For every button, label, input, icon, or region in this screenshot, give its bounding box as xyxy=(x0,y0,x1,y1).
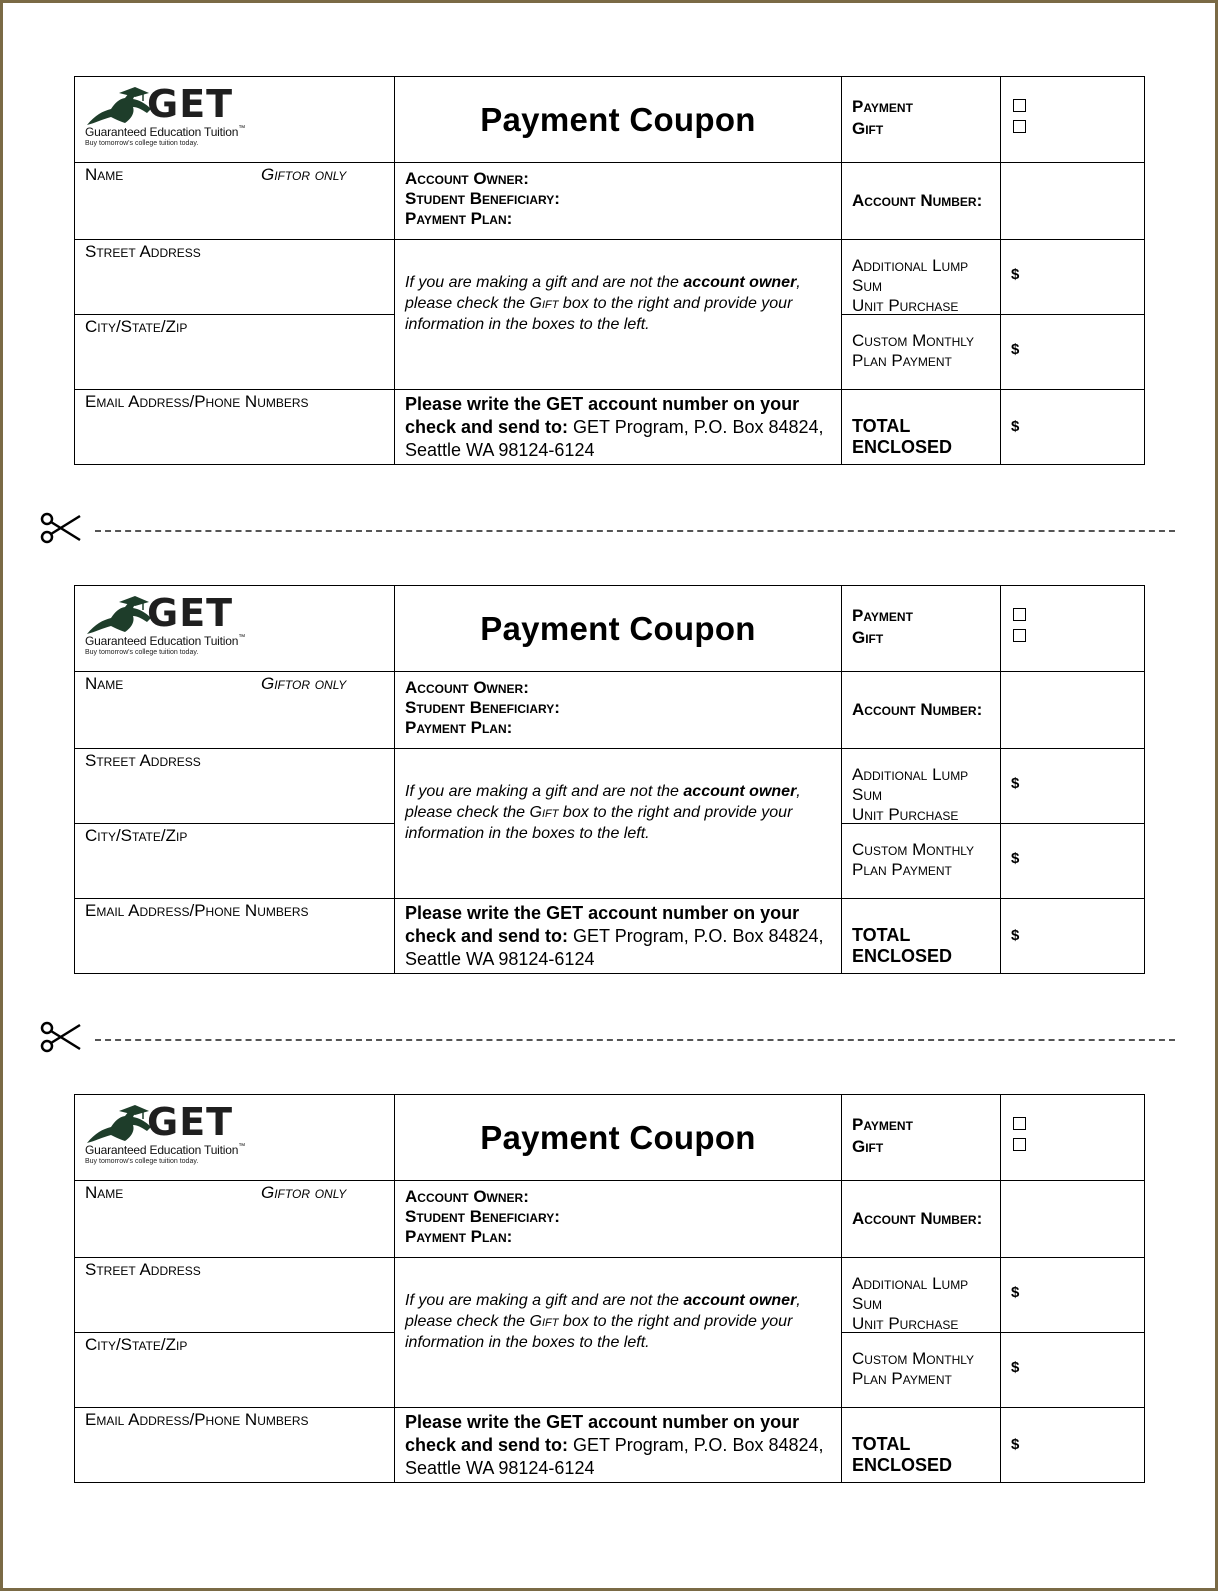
name-field[interactable] xyxy=(75,1181,395,1258)
total-enclosed-amount[interactable]: $ xyxy=(1011,927,1020,944)
payment-checkbox[interactable] xyxy=(1013,608,1026,621)
coupon-title: Payment Coupon xyxy=(480,609,756,647)
student-beneficiary-label: Student Beneficiary: xyxy=(405,1207,560,1226)
giftor-only-label: Giftor only xyxy=(261,165,347,184)
street-address-field[interactable] xyxy=(75,749,395,824)
lump-sum-label: Additional Lump Sum Unit Purchase xyxy=(842,1258,1001,1333)
account-number-field[interactable] xyxy=(1001,1181,1144,1258)
total-enclosed-amount[interactable]: $ xyxy=(1011,1436,1020,1453)
gift-note: If you are making a gift and are not the account owner, please check the Gift box to the right and provide your information in the boxes to the left. xyxy=(395,1258,842,1408)
gift-label: Gift xyxy=(852,119,884,138)
email-phone-label: Email Address/Phone Numbers xyxy=(85,901,309,920)
logo-tagline: Buy tomorrow's college tuition today. xyxy=(85,140,199,147)
send-instructions: Please write the GET account number on your check and send to: GET Program, P.O. Box 84824, Seattle WA 98124-6124 xyxy=(395,899,842,974)
custom-monthly-amount[interactable]: $ xyxy=(1001,315,1144,390)
coupon-title-cell xyxy=(395,77,842,163)
name-field[interactable] xyxy=(75,163,395,240)
lump-sum-amount[interactable]: $ xyxy=(1001,1258,1144,1333)
name-label: Name xyxy=(85,165,124,184)
payment-label: Payment xyxy=(852,606,913,625)
student-beneficiary-label: Student Beneficiary: xyxy=(405,698,560,717)
gift-checkbox[interactable] xyxy=(1013,629,1026,642)
street-address-label: Street Address xyxy=(85,751,201,770)
email-phone-field[interactable] xyxy=(75,390,395,465)
account-owner-label: Account Owner: xyxy=(405,1187,529,1206)
get-logo xyxy=(75,77,395,163)
payment-plan-label: Payment Plan: xyxy=(405,1227,513,1246)
payment-label: Payment xyxy=(852,97,913,116)
account-number-label: Account Number: xyxy=(842,163,1001,240)
scissors-icon xyxy=(40,511,82,545)
coupon-title: Payment Coupon xyxy=(480,1118,756,1156)
custom-monthly-amount[interactable]: $ xyxy=(1001,1333,1144,1408)
logo-name: Guaranteed Education Tuition™ xyxy=(85,1143,245,1157)
email-phone-label: Email Address/Phone Numbers xyxy=(85,1410,309,1429)
logo-brand: GET xyxy=(147,1100,234,1144)
city-state-zip-field[interactable] xyxy=(75,824,395,899)
email-phone-field[interactable] xyxy=(75,1408,395,1483)
giftor-only-label: Giftor only xyxy=(261,1183,347,1202)
gift-label: Gift xyxy=(852,1137,884,1156)
city-state-zip-label: City/State/Zip xyxy=(85,1335,188,1354)
lump-sum-label: Additional Lump Sum Unit Purchase xyxy=(842,749,1001,824)
send-instructions: Please write the GET account number on your check and send to: GET Program, P.O. Box 84824, Seattle WA 98124-6124 xyxy=(395,1408,842,1483)
logo-tagline: Buy tomorrow's college tuition today. xyxy=(85,649,199,656)
get-logo xyxy=(75,1095,395,1181)
account-owner-label: Account Owner: xyxy=(405,169,529,188)
type-checkboxes xyxy=(1001,1095,1144,1181)
cut-line xyxy=(40,509,1175,549)
payment-checkbox[interactable] xyxy=(1013,99,1026,112)
giftor-only-label: Giftor only xyxy=(261,674,347,693)
account-info xyxy=(395,1181,842,1258)
city-state-zip-label: City/State/Zip xyxy=(85,826,188,845)
coupon-title: Payment Coupon xyxy=(480,100,756,138)
payment-plan-label: Payment Plan: xyxy=(405,209,513,228)
name-field[interactable] xyxy=(75,672,395,749)
gift-note: If you are making a gift and are not the account owner, please check the Gift box to the right and provide your information in the boxes to the left. xyxy=(395,240,842,390)
street-address-label: Street Address xyxy=(85,1260,201,1279)
account-number-label: Account Number: xyxy=(842,672,1001,749)
street-address-field[interactable] xyxy=(75,1258,395,1333)
gift-note: If you are making a gift and are not the account owner, please check the Gift box to the right and provide your information in the boxes to the left. xyxy=(395,749,842,899)
payment-coupon xyxy=(74,1094,1145,1483)
account-number-field[interactable] xyxy=(1001,672,1144,749)
city-state-zip-field[interactable] xyxy=(75,315,395,390)
cut-dashed-line xyxy=(95,1039,1175,1041)
custom-monthly-label: Custom Monthly Plan Payment xyxy=(842,1333,1001,1408)
student-beneficiary-label: Student Beneficiary: xyxy=(405,189,560,208)
lump-sum-label: Additional Lump Sum Unit Purchase xyxy=(842,240,1001,315)
lump-sum-amount[interactable]: $ xyxy=(1001,749,1144,824)
city-state-zip-field[interactable] xyxy=(75,1333,395,1408)
payment-label: Payment xyxy=(852,1115,913,1134)
account-info xyxy=(395,163,842,240)
type-checkboxes xyxy=(1001,77,1144,163)
logo-tagline: Buy tomorrow's college tuition today. xyxy=(85,1158,199,1165)
account-info xyxy=(395,672,842,749)
gift-checkbox[interactable] xyxy=(1013,120,1026,133)
logo-name: Guaranteed Education Tuition™ xyxy=(85,634,245,648)
custom-monthly-amount[interactable]: $ xyxy=(1001,824,1144,899)
account-number-label: Account Number: xyxy=(842,1181,1001,1258)
cut-line xyxy=(40,1018,1175,1058)
payment-checkbox[interactable] xyxy=(1013,1117,1026,1130)
gift-label: Gift xyxy=(852,628,884,647)
account-owner-label: Account Owner: xyxy=(405,678,529,697)
total-enclosed-amount[interactable]: $ xyxy=(1011,418,1020,435)
logo-brand: GET xyxy=(147,591,234,635)
payment-plan-label: Payment Plan: xyxy=(405,718,513,737)
send-instructions: Please write the GET account number on your check and send to: GET Program, P.O. Box 84824, Seattle WA 98124-6124 xyxy=(395,390,842,465)
custom-monthly-label: Custom Monthly Plan Payment xyxy=(842,824,1001,899)
custom-monthly-label: Custom Monthly Plan Payment xyxy=(842,315,1001,390)
logo-brand: GET xyxy=(147,82,234,126)
coupon-title-cell xyxy=(395,586,842,672)
logo-name: Guaranteed Education Tuition™ xyxy=(85,125,245,139)
total-enclosed-label: TOTAL ENCLOSED xyxy=(842,1408,1001,1483)
total-enclosed-label: TOTAL ENCLOSED xyxy=(842,899,1001,974)
name-label: Name xyxy=(85,674,124,693)
type-labels xyxy=(842,77,1001,163)
street-address-label: Street Address xyxy=(85,242,201,261)
scissors-icon xyxy=(40,1020,82,1054)
payment-coupon xyxy=(74,76,1145,465)
type-labels xyxy=(842,586,1001,672)
email-phone-label: Email Address/Phone Numbers xyxy=(85,392,309,411)
total-enclosed-label: TOTAL ENCLOSED xyxy=(842,390,1001,465)
name-label: Name xyxy=(85,1183,124,1202)
type-labels xyxy=(842,1095,1001,1181)
email-phone-field[interactable] xyxy=(75,899,395,974)
account-number-field[interactable] xyxy=(1001,163,1144,240)
payment-coupon xyxy=(74,585,1145,974)
get-logo xyxy=(75,586,395,672)
cut-dashed-line xyxy=(95,530,1175,532)
coupon-title-cell xyxy=(395,1095,842,1181)
gift-checkbox[interactable] xyxy=(1013,1138,1026,1151)
lump-sum-amount[interactable]: $ xyxy=(1001,240,1144,315)
city-state-zip-label: City/State/Zip xyxy=(85,317,188,336)
type-checkboxes xyxy=(1001,586,1144,672)
street-address-field[interactable] xyxy=(75,240,395,315)
